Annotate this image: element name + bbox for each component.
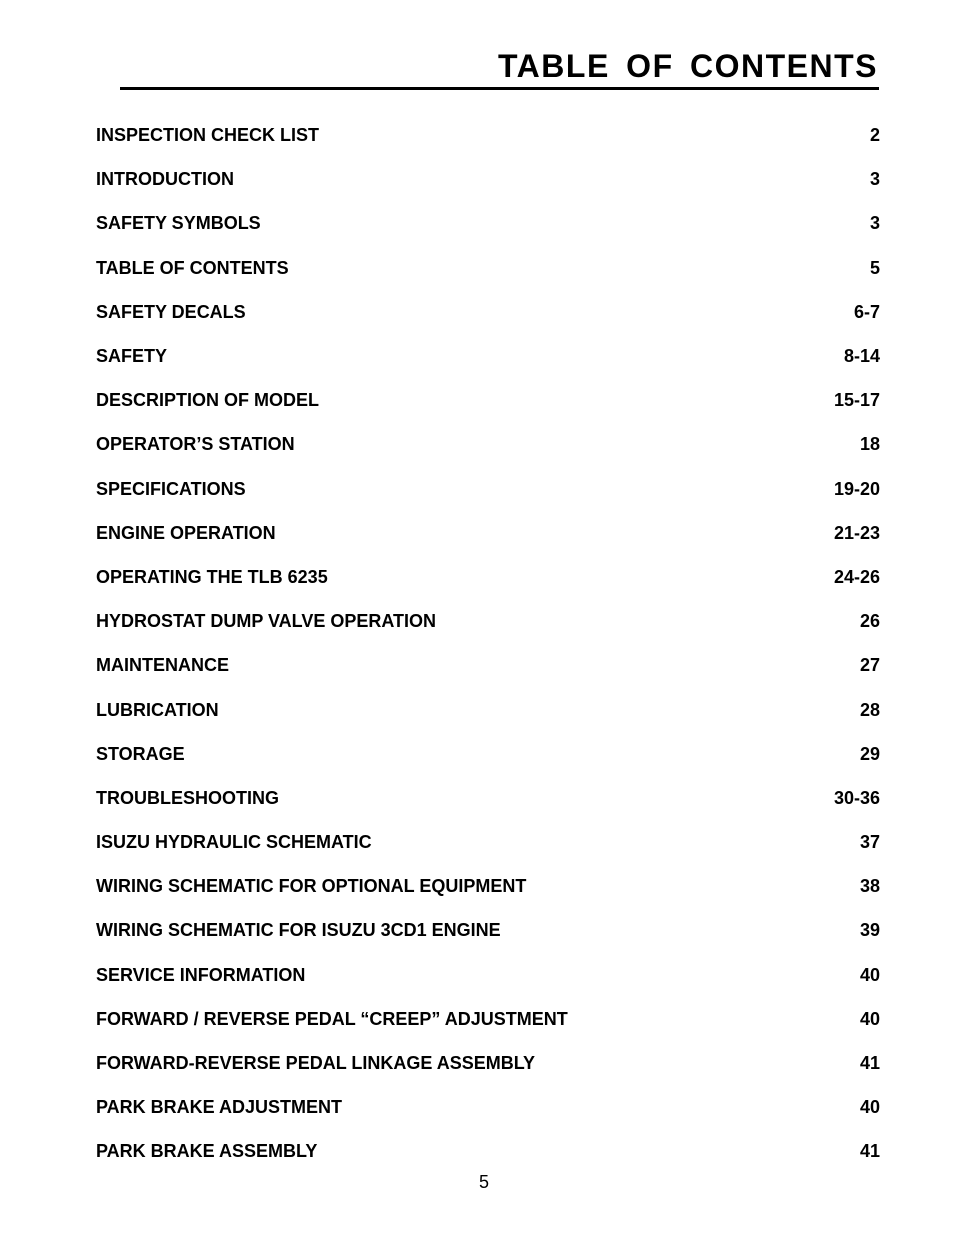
- toc-entry-page: 19-20: [833, 478, 880, 499]
- toc-entry-title: PARK BRAKE ASSEMBLY: [96, 1141, 318, 1162]
- toc-entry-page: 37: [859, 832, 880, 853]
- toc-entry-page: 3: [869, 169, 880, 190]
- toc-entry: [96, 1041, 880, 1085]
- toc-entry-title: INTRODUCTION: [96, 169, 234, 190]
- toc-list: [96, 113, 880, 1174]
- toc-entry-title: FORWARD / REVERSE PEDAL “CREEP” ADJUSTMENT: [96, 1008, 568, 1029]
- toc-entry-title: WIRING SCHEMATIC FOR ISUZU 3CD1 ENGINE: [96, 920, 501, 941]
- toc-entry: [96, 599, 880, 643]
- toc-entry-title: WIRING SCHEMATIC FOR OPTIONAL EQUIPMENT: [96, 876, 527, 897]
- toc-entry-page: 27: [859, 655, 880, 676]
- toc-entry-title: TABLE OF CONTENTS: [96, 257, 289, 278]
- toc-entry-page: 40: [859, 1097, 880, 1118]
- toc-entry-title: SAFETY: [96, 346, 168, 367]
- toc-entry-title: INSPECTION CHECK LIST: [96, 125, 320, 146]
- toc-entry-title: FORWARD-REVERSE PEDAL LINKAGE ASSEMBLY: [96, 1053, 536, 1074]
- toc-entry-page: 26: [859, 611, 880, 632]
- toc-entry-title: STORAGE: [96, 743, 185, 764]
- toc-entry: [96, 776, 880, 820]
- toc-entry-title: LUBRICATION: [96, 699, 219, 720]
- toc-entry-page: 18: [859, 434, 880, 455]
- toc-entry-title: OPERATING THE TLB 6235: [96, 566, 328, 587]
- toc-entry-page: 40: [859, 964, 880, 985]
- toc-entry: [96, 908, 880, 952]
- toc-entry-page: 8-14: [843, 346, 880, 367]
- toc-entry-title: ENGINE OPERATION: [96, 522, 276, 543]
- toc-entry: [96, 1129, 880, 1173]
- toc-entry: [96, 246, 880, 290]
- toc-entry: [96, 555, 880, 599]
- toc-entry-title: TROUBLESHOOTING: [96, 787, 279, 808]
- toc-entry-title: SAFETY SYMBOLS: [96, 213, 261, 234]
- toc-entry: [96, 113, 880, 157]
- toc-entry: [96, 997, 880, 1041]
- toc-entry: [96, 467, 880, 511]
- toc-entry-title: SPECIFICATIONS: [96, 478, 246, 499]
- toc-entry-title: HYDROSTAT DUMP VALVE OPERATION: [96, 611, 437, 632]
- toc-entry-page: 15-17: [833, 390, 880, 411]
- toc-entry: [96, 334, 880, 378]
- toc-entry-title: PARK BRAKE ADJUSTMENT: [96, 1097, 343, 1118]
- toc-entry-title: MAINTENANCE: [96, 655, 229, 676]
- toc-entry-title: SERVICE INFORMATION: [96, 964, 306, 985]
- toc-entry-page: 38: [859, 876, 880, 897]
- toc-entry-page: 41: [859, 1141, 880, 1162]
- toc-entry: [96, 201, 880, 245]
- toc-entry: [96, 864, 880, 908]
- title-rule: [120, 87, 879, 90]
- toc-entry-page: 41: [859, 1053, 880, 1074]
- toc-entry: [96, 1085, 880, 1129]
- toc-entry: [96, 953, 880, 997]
- toc-entry: [96, 290, 880, 334]
- toc-entry: [96, 157, 880, 201]
- page-title: TABLE OF CONTENTS: [498, 48, 878, 84]
- toc-entry-page: 24-26: [833, 566, 880, 587]
- toc-entry-page: 29: [859, 743, 880, 764]
- toc-entry-title: OPERATOR’S STATION: [96, 434, 295, 455]
- toc-entry: [96, 687, 880, 731]
- toc-entry-title: DESCRIPTION OF MODEL: [96, 390, 320, 411]
- toc-entry: [96, 378, 880, 422]
- toc-entry-page: 5: [869, 257, 880, 278]
- toc-entry: [96, 643, 880, 687]
- toc-entry-title: ISUZU HYDRAULIC SCHEMATIC: [96, 832, 372, 853]
- toc-entry-page: 21-23: [833, 522, 880, 543]
- toc-entry-page: 40: [859, 1008, 880, 1029]
- toc-entry-page: 2: [869, 125, 880, 146]
- page-number: 5: [478, 1172, 489, 1192]
- toc-entry-page: 30-36: [833, 787, 880, 808]
- toc-entry: [96, 511, 880, 555]
- toc-entry-page: 6-7: [853, 301, 880, 322]
- toc-entry-page: 39: [859, 920, 880, 941]
- toc-entry: [96, 732, 880, 776]
- toc-entry: [96, 820, 880, 864]
- toc-entry: [96, 422, 880, 466]
- toc-entry-title: SAFETY DECALS: [96, 301, 246, 322]
- toc-entry-page: 28: [859, 699, 880, 720]
- toc-entry-page: 3: [869, 213, 880, 234]
